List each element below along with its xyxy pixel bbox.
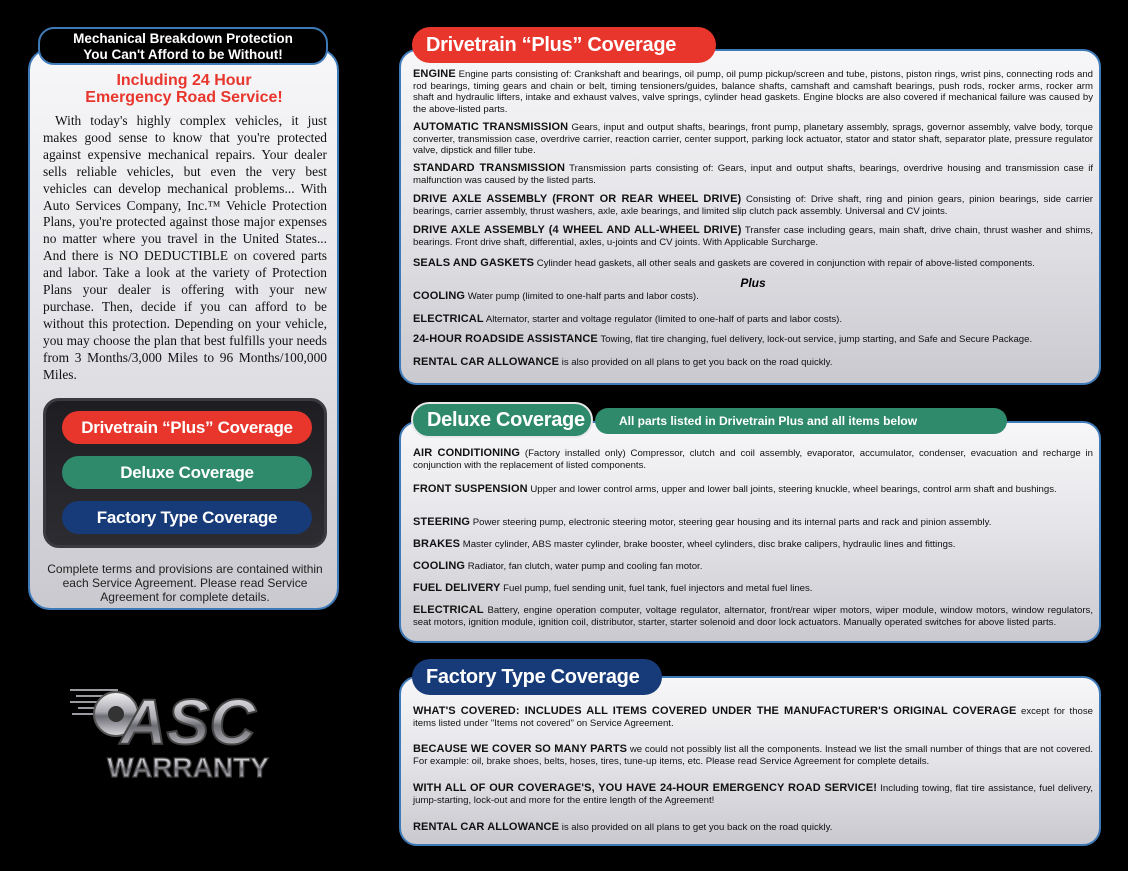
item-drive-axle-2wd	[413, 194, 1093, 217]
item-drive-axle-4wd	[413, 225, 1093, 248]
item-text: Consisting of: Drive shaft, ring and pinion gears, pinion bearings, side carrier bearings, carrier assembly, thrust washers, axle, axle bearings, and limited slip clutch pack assembly. Universal and CV joints.	[413, 194, 1093, 217]
item-text: Cylinder head gaskets, all other seals and gaskets are covered in conjunction with repair of above-listed components.	[536, 258, 1035, 269]
deluxe-title: Deluxe Coverage	[411, 402, 593, 438]
item-text: Power steering pump, electronic steering motor, steering gear housing and its internal parts and rack and pinion assembly.	[472, 517, 992, 528]
item-text: Transfer case including gears, main shaft, drive chain, thrust washer and shims, bearings. Front drive shaft, differential, axles, u-joints and CV joints. With Applicable Surcharge.	[413, 225, 1094, 248]
plans-box	[43, 398, 327, 548]
item-text: Alternator, starter and voltage regulator (limited to one-half of parts and labor costs).	[485, 314, 843, 325]
item-text: Gears, input and output shafts, bearings, front pump, planetary assembly, sprags, governor assembly, valve body, torque converter, transmission case, overdrive carrier, reaction carrier, center support, parking lock actuator, stator and stator shaft, separator plate, pressure regulator valve, dipstick and filler tube.	[413, 122, 1093, 157]
item-text: Towing, flat tire changing, fuel delivery, lock-out service, jump starting, and Safe and Secure Package.	[600, 334, 1033, 345]
disclaimer: Complete terms and provisions are contained within each Service Agreement. Please read Service Agreement for complete details.	[47, 562, 323, 604]
item-text: Transmission parts consisting of: Gears, input and output shafts, bearings, overdrive housing and transmission case if malfunction was caused by the listed parts.	[413, 163, 1093, 186]
item-engine	[413, 69, 1093, 115]
item-label: COOLING	[413, 290, 466, 302]
item-label: ENGINE	[413, 68, 456, 80]
item-label: WHAT'S COVERED: INCLUDES ALL ITEMS COVERED UNDER THE MANUFACTURER'S ORIGINAL COVERAGE	[413, 705, 1017, 717]
emergency-service-heading	[40, 72, 328, 106]
logo-warranty-text: WARRANTY	[107, 752, 269, 783]
item-seals-gaskets	[413, 258, 1093, 270]
item-roadside-assistance	[413, 334, 1093, 346]
item-label: WITH ALL OF OUR COVERAGE'S, YOU HAVE 24-HOUR EMERGENCY ROAD SERVICE!	[413, 782, 878, 794]
item-electrical	[413, 314, 1093, 326]
plan-drivetrain-plus: Drivetrain “Plus” Coverage	[62, 411, 312, 444]
item-front-suspension	[413, 484, 1093, 496]
item-text: Fuel pump, fuel sending unit, fuel tank, fuel injectors and metal fuel lines.	[503, 583, 813, 594]
item-text: Master cylinder, ABS master cylinder, brake booster, wheel cylinders, disc brake calipers, hydraulic lines and fittings.	[462, 539, 956, 550]
item-label: AUTOMATIC TRANSMISSION	[413, 121, 569, 133]
item-fuel-delivery	[413, 583, 1093, 595]
deluxe-subtitle: All parts listed in Drivetrain Plus and all items below	[595, 408, 1007, 434]
item-text: Engine parts consisting of: Crankshaft and bearings, oil pump, oil pump pickup/screen and tube, pistons, piston rings, wrist pins, connecting rods and rod bearings, timing gears and chain or belt, timing tensioners/guides, balance shafts, camshaft and camshaft bearings, push rods, rocker arms, rocker arm shaft and hydraulic lifters, intake and exhaust valves, valve springs, cylinder head gaskets. Engine blocks are also covered if mechanical failure was caused by the above-listed parts.	[413, 69, 1093, 115]
item-label: RENTAL CAR ALLOWANCE	[413, 821, 560, 833]
item-label: ELECTRICAL	[413, 313, 484, 325]
item-because-we-cover	[413, 744, 1093, 767]
emergency-line-2: Emergency Road Service!	[85, 89, 283, 106]
item-label: BRAKES	[413, 538, 461, 550]
item-text: Water pump (limited to one-half parts and labor costs).	[467, 291, 699, 302]
header-line-1: Mechanical Breakdown Protection	[73, 31, 293, 46]
item-emergency-road-service	[413, 783, 1093, 806]
plan-deluxe: Deluxe Coverage	[62, 456, 312, 489]
item-label: FRONT SUSPENSION	[413, 483, 528, 495]
item-label: DRIVE AXLE ASSEMBLY (4 WHEEL AND ALL-WHEEL DRIVE)	[413, 224, 742, 236]
factory-title: Factory Type Coverage	[412, 659, 662, 695]
item-whats-covered	[413, 706, 1093, 729]
item-cooling	[413, 291, 1093, 303]
plan-factory-type: Factory Type Coverage	[62, 501, 312, 534]
item-electrical-deluxe	[413, 605, 1093, 628]
item-label: COOLING	[413, 560, 466, 572]
item-standard-transmission	[413, 163, 1093, 186]
item-text: Upper and lower control arms, upper and lower ball joints, steering knuckle, wheel bearings, control arm shaft and bushings.	[530, 484, 1057, 495]
item-rental-car-factory	[413, 822, 1093, 834]
item-rental-car	[413, 357, 1093, 369]
intro-paragraph: With today's highly complex vehicles, it just makes good sense to know that you're protected against expensive mechanical repairs. Your dealer sells reliable vehicles, but even the very best vehicles can develop mechanical problems... With Auto Services Company, Inc.™ Vehicle Protection Plans, you're protected against those major expenses no matter where you travel in the United States... And there is NO DEDUCTIBLE on covered parts and labor. Take a look at the variety of Protection Plans your dealer is offering with your new purchase. Then, decide if you can afford to be without this protection. Depending on your vehicle, you may choose the plan that best fulfills your needs from 3 Months/3,000 Miles to 96 Months/100,000 Miles.	[43, 113, 327, 382]
item-cooling-deluxe	[413, 561, 1093, 573]
item-text: except for those items listed under "Items not covered" on Service Agreement.	[413, 706, 1094, 729]
asc-warranty-logo	[68, 676, 294, 786]
item-label: STANDARD TRANSMISSION	[413, 162, 566, 174]
item-text: Battery, engine operation computer, voltage regulator, alternator, front/rear wiper motors, wiper module, window motors, window regulators, seat motors, ignition module, ignition coil, distributor, starter, starter solenoid and door lock actuators. Manually operated switches for above listed parts.	[413, 605, 1093, 628]
item-label: BECAUSE WE COVER SO MANY PARTS	[413, 743, 628, 755]
item-label: STEERING	[413, 516, 471, 528]
header-line-2: You Can't Afford to be Without!	[83, 47, 283, 62]
drivetrain-title: Drivetrain “Plus” Coverage	[412, 27, 716, 63]
plus-label: Plus	[740, 276, 766, 290]
emergency-line-1: Including 24 Hour	[116, 72, 252, 89]
item-label: AIR CONDITIONING	[413, 447, 521, 459]
item-label: ELECTRICAL	[413, 604, 484, 616]
item-steering	[413, 517, 1093, 529]
item-automatic-transmission	[413, 122, 1093, 157]
item-text: (Factory installed only) Compressor, clutch and coil assembly, evaporator, accumulator, condenser, evacuation and recharge in conjunction with the replacement of listed components.	[413, 448, 1093, 471]
item-text: we could not possibly list all the components. Instead we list the small number of things that are not covered. For example: oil, brake shoes, belts, hoses, tires, tune-up items, etc. Please read Service Agreement for complete details.	[413, 744, 1093, 767]
item-label: RENTAL CAR ALLOWANCE	[413, 356, 560, 368]
left-header	[38, 27, 328, 65]
logo-asc-text: ASC	[120, 686, 256, 758]
item-air-conditioning	[413, 448, 1093, 471]
item-text: is also provided on all plans to get you back on the road quickly.	[561, 357, 833, 368]
item-brakes	[413, 539, 1093, 551]
item-label: SEALS AND GASKETS	[413, 257, 535, 269]
item-label: FUEL DELIVERY	[413, 582, 501, 594]
item-label: DRIVE AXLE ASSEMBLY (FRONT OR REAR WHEEL DRIVE)	[413, 193, 742, 205]
item-text: Including towing, flat tire assistance, fuel delivery, jump-starting, lock-out and more for the entire length of the Agreement!	[413, 783, 1094, 806]
item-text: is also provided on all plans to get you back on the road quickly.	[561, 822, 833, 833]
item-label: 24-HOUR ROADSIDE ASSISTANCE	[413, 333, 598, 345]
item-text: Radiator, fan clutch, water pump and cooling fan motor.	[467, 561, 703, 572]
